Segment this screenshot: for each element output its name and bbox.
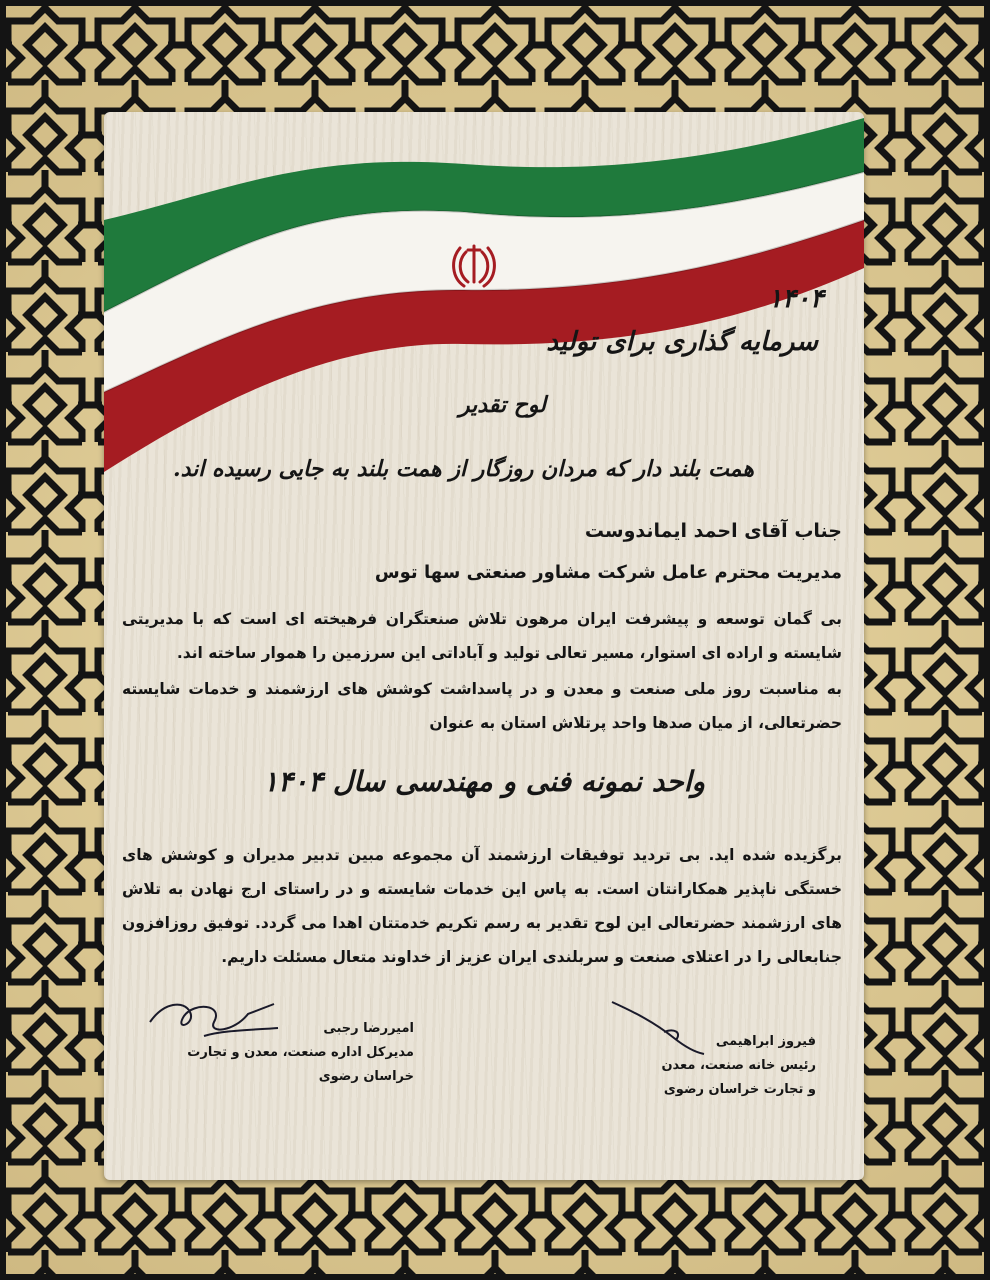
year-slogan: سرمایه گذاری برای تولید xyxy=(546,327,818,357)
right-signatory-title-1: رئیس خانه صنعت، معدن xyxy=(661,1058,816,1073)
iran-emblem-icon xyxy=(452,242,496,292)
right-signatory-name: فیروز ابراهیمی xyxy=(715,1034,816,1049)
year-label: ۱۴۰۴ xyxy=(768,284,824,314)
body-paragraph-3: برگزیده شده اید. بی تردید توفیقات ارزشمند آن مجموعه مبین تدبیر مدیران و کوشش های خستگی ناپذیر همکارانتان است. به پاس این خدمات شایسته و در راستای ارج نهادن به تلاش های ارزشمند حضرتعالی این لوح تقدیر به رسم تکریم خدمتتان اهدا می گردد. توفیق روزافزون جنابعالی را در اعتلای صنعت و سربلندی ایران عزیز از خداوند متعال مسئلت داریم. xyxy=(122,846,842,966)
left-signatory xyxy=(144,1017,414,1089)
motto-quote: همت بلند دار که مردان روزگار از همت بلند به جایی رسیده اند. xyxy=(172,456,754,482)
left-signatory-title-2: خراسان رضوی xyxy=(318,1069,414,1084)
certificate-board xyxy=(104,112,864,1180)
left-signatory-name: امیررضا رجبی xyxy=(323,1021,414,1036)
body-paragraph-2: به مناسبت روز ملی صنعت و معدن و در پاسداشت کوشش های ارزشمند و خدمات شایسته حضرتعالی، از میان صدها واحد پرتلاش استان به عنوان xyxy=(122,680,842,732)
left-signatory-title-1: مدیرکل اداره صنعت، معدن و تجارت xyxy=(187,1045,414,1060)
right-signatory-title-2: و تجارت خراسان رضوی xyxy=(663,1082,816,1097)
award-title: واحد نمونه فنی و مهندسی سال ۱۴۰۴ xyxy=(262,765,706,798)
body-paragraph-1: بی گمان توسعه و پیشرفت ایران مرهون تلاش صنعتگران فرهیخته ای است که با مدیریتی شایسته و اراده ای استوار، مسیر تعالی تولید و آباداتی این سرزمین را هموار ساخته اند. xyxy=(122,610,842,662)
recipient-position: مدیریت محترم عامل شرکت مشاور صنعتی سها توس xyxy=(374,562,842,583)
recipient-name: جناب آقای احمد ایماندوست xyxy=(584,520,842,542)
right-signatory xyxy=(606,1030,816,1102)
iran-flag-ribbon xyxy=(104,112,864,492)
certificate-title: لوح تقدیر xyxy=(459,392,546,418)
